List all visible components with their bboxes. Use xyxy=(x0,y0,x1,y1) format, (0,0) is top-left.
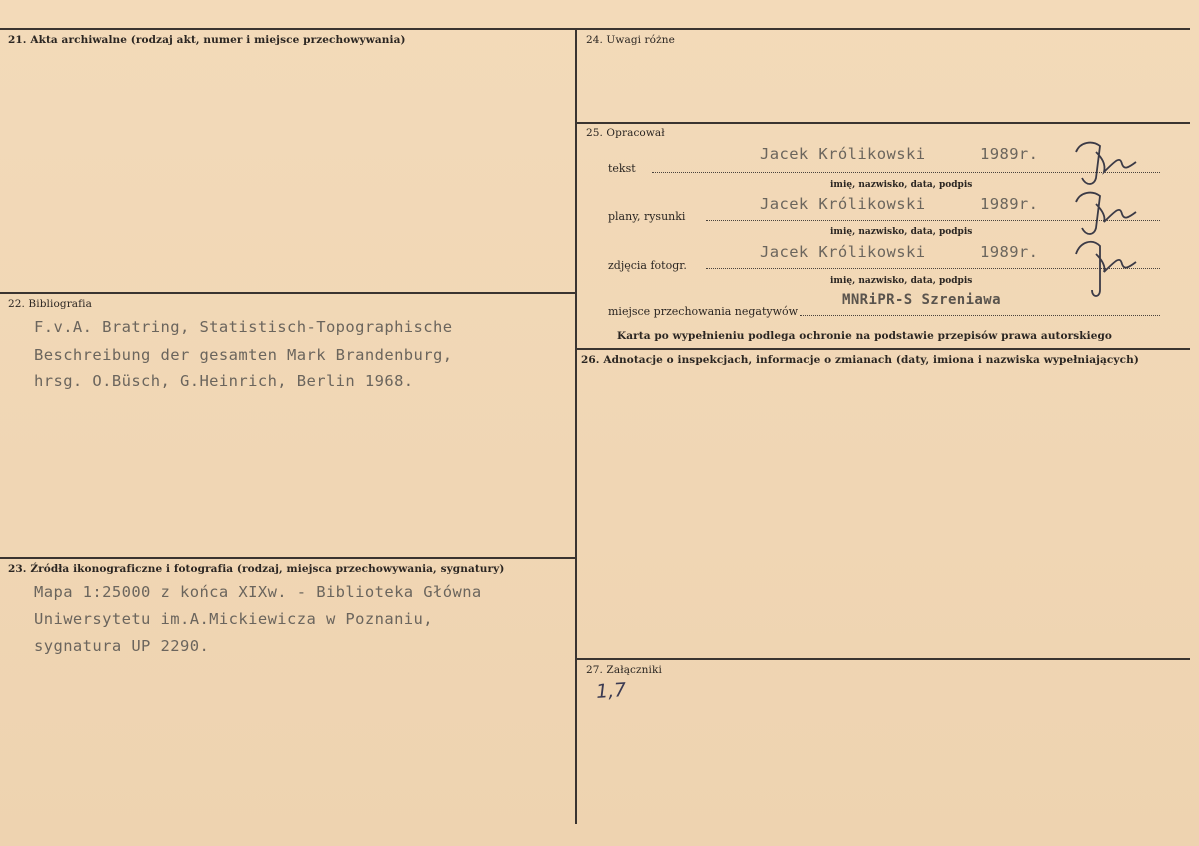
row-tekst-name: Jacek Królikowski xyxy=(760,145,926,163)
row-plany-name: Jacek Królikowski xyxy=(760,195,926,213)
negatives-dotted-line xyxy=(800,315,1160,316)
row-tekst-year: 1989r. xyxy=(980,145,1039,163)
row-zdjecia-name: Jacek Królikowski xyxy=(760,243,926,261)
row-zdjecia-year: 1989r. xyxy=(980,243,1039,261)
bibliography-line-3: hrsg. O.Büsch, G.Heinrich, Berlin 1968. xyxy=(34,372,414,390)
section-25-label: 25. Opracował xyxy=(586,127,665,139)
row-tekst-caption: imię, nazwisko, data, podpis xyxy=(830,180,973,190)
signature-3 xyxy=(1066,228,1146,303)
bibliography-line-1: F.v.A. Bratring, Statistisch-Topographische xyxy=(34,318,453,336)
section-22-label: 22. Bibliografia xyxy=(8,298,92,310)
divider-26-27 xyxy=(576,658,1190,660)
divider-22-23 xyxy=(0,557,576,559)
bibliography-line-2: Beschreibung der gesamten Mark Brandenburg, xyxy=(34,346,453,364)
section-27-label: 27. Załączniki xyxy=(586,664,662,676)
iconography-line-3: sygnatura UP 2290. xyxy=(34,637,210,655)
divider-21-22 xyxy=(0,292,576,294)
row-zdjecia-label: zdjęcia fotogr. xyxy=(608,259,687,272)
divider-24-25 xyxy=(576,122,1190,124)
row-plany-year: 1989r. xyxy=(980,195,1039,213)
center-divider xyxy=(575,28,577,824)
section-23-label: 23. Źródła ikonograficzne i fotografia (rodzaj, miejsca przechowywania, sygnatury) xyxy=(8,563,505,575)
iconography-line-1: Mapa 1:25000 z końca XIXw. - Biblioteka Główna xyxy=(34,583,482,601)
iconography-line-2: Uniwersytetu im.A.Mickiewicza w Poznaniu, xyxy=(34,610,434,628)
row-plany-caption: imię, nazwisko, data, podpis xyxy=(830,227,973,237)
top-border xyxy=(0,28,1190,30)
negatives-label: miejsce przechowania negatywów xyxy=(608,305,799,318)
row-plany-label: plany, rysunki xyxy=(608,210,686,223)
section-21-label: 21. Akta archiwalne (rodzaj akt, numer i miejsce przechowywania) xyxy=(8,34,406,46)
section-26-label: 26. Adnotacje o inspekcjach, informacje o zmianach (daty, imiona i nazwiska wypełniających) xyxy=(581,354,1139,366)
negatives-value: MNRiPR-S Szreniawa xyxy=(842,292,1001,308)
copyright-note: Karta po wypełnieniu podlega ochronie na podstawie przepisów prawa autorskiego xyxy=(617,330,1113,342)
divider-25-26 xyxy=(576,348,1190,350)
row-zdjecia-caption: imię, nazwisko, data, podpis xyxy=(830,276,973,286)
row-tekst-label: tekst xyxy=(608,162,636,175)
section-24-label: 24. Uwagi różne xyxy=(586,34,675,46)
attachments-handwritten: 1,7 xyxy=(595,678,627,704)
